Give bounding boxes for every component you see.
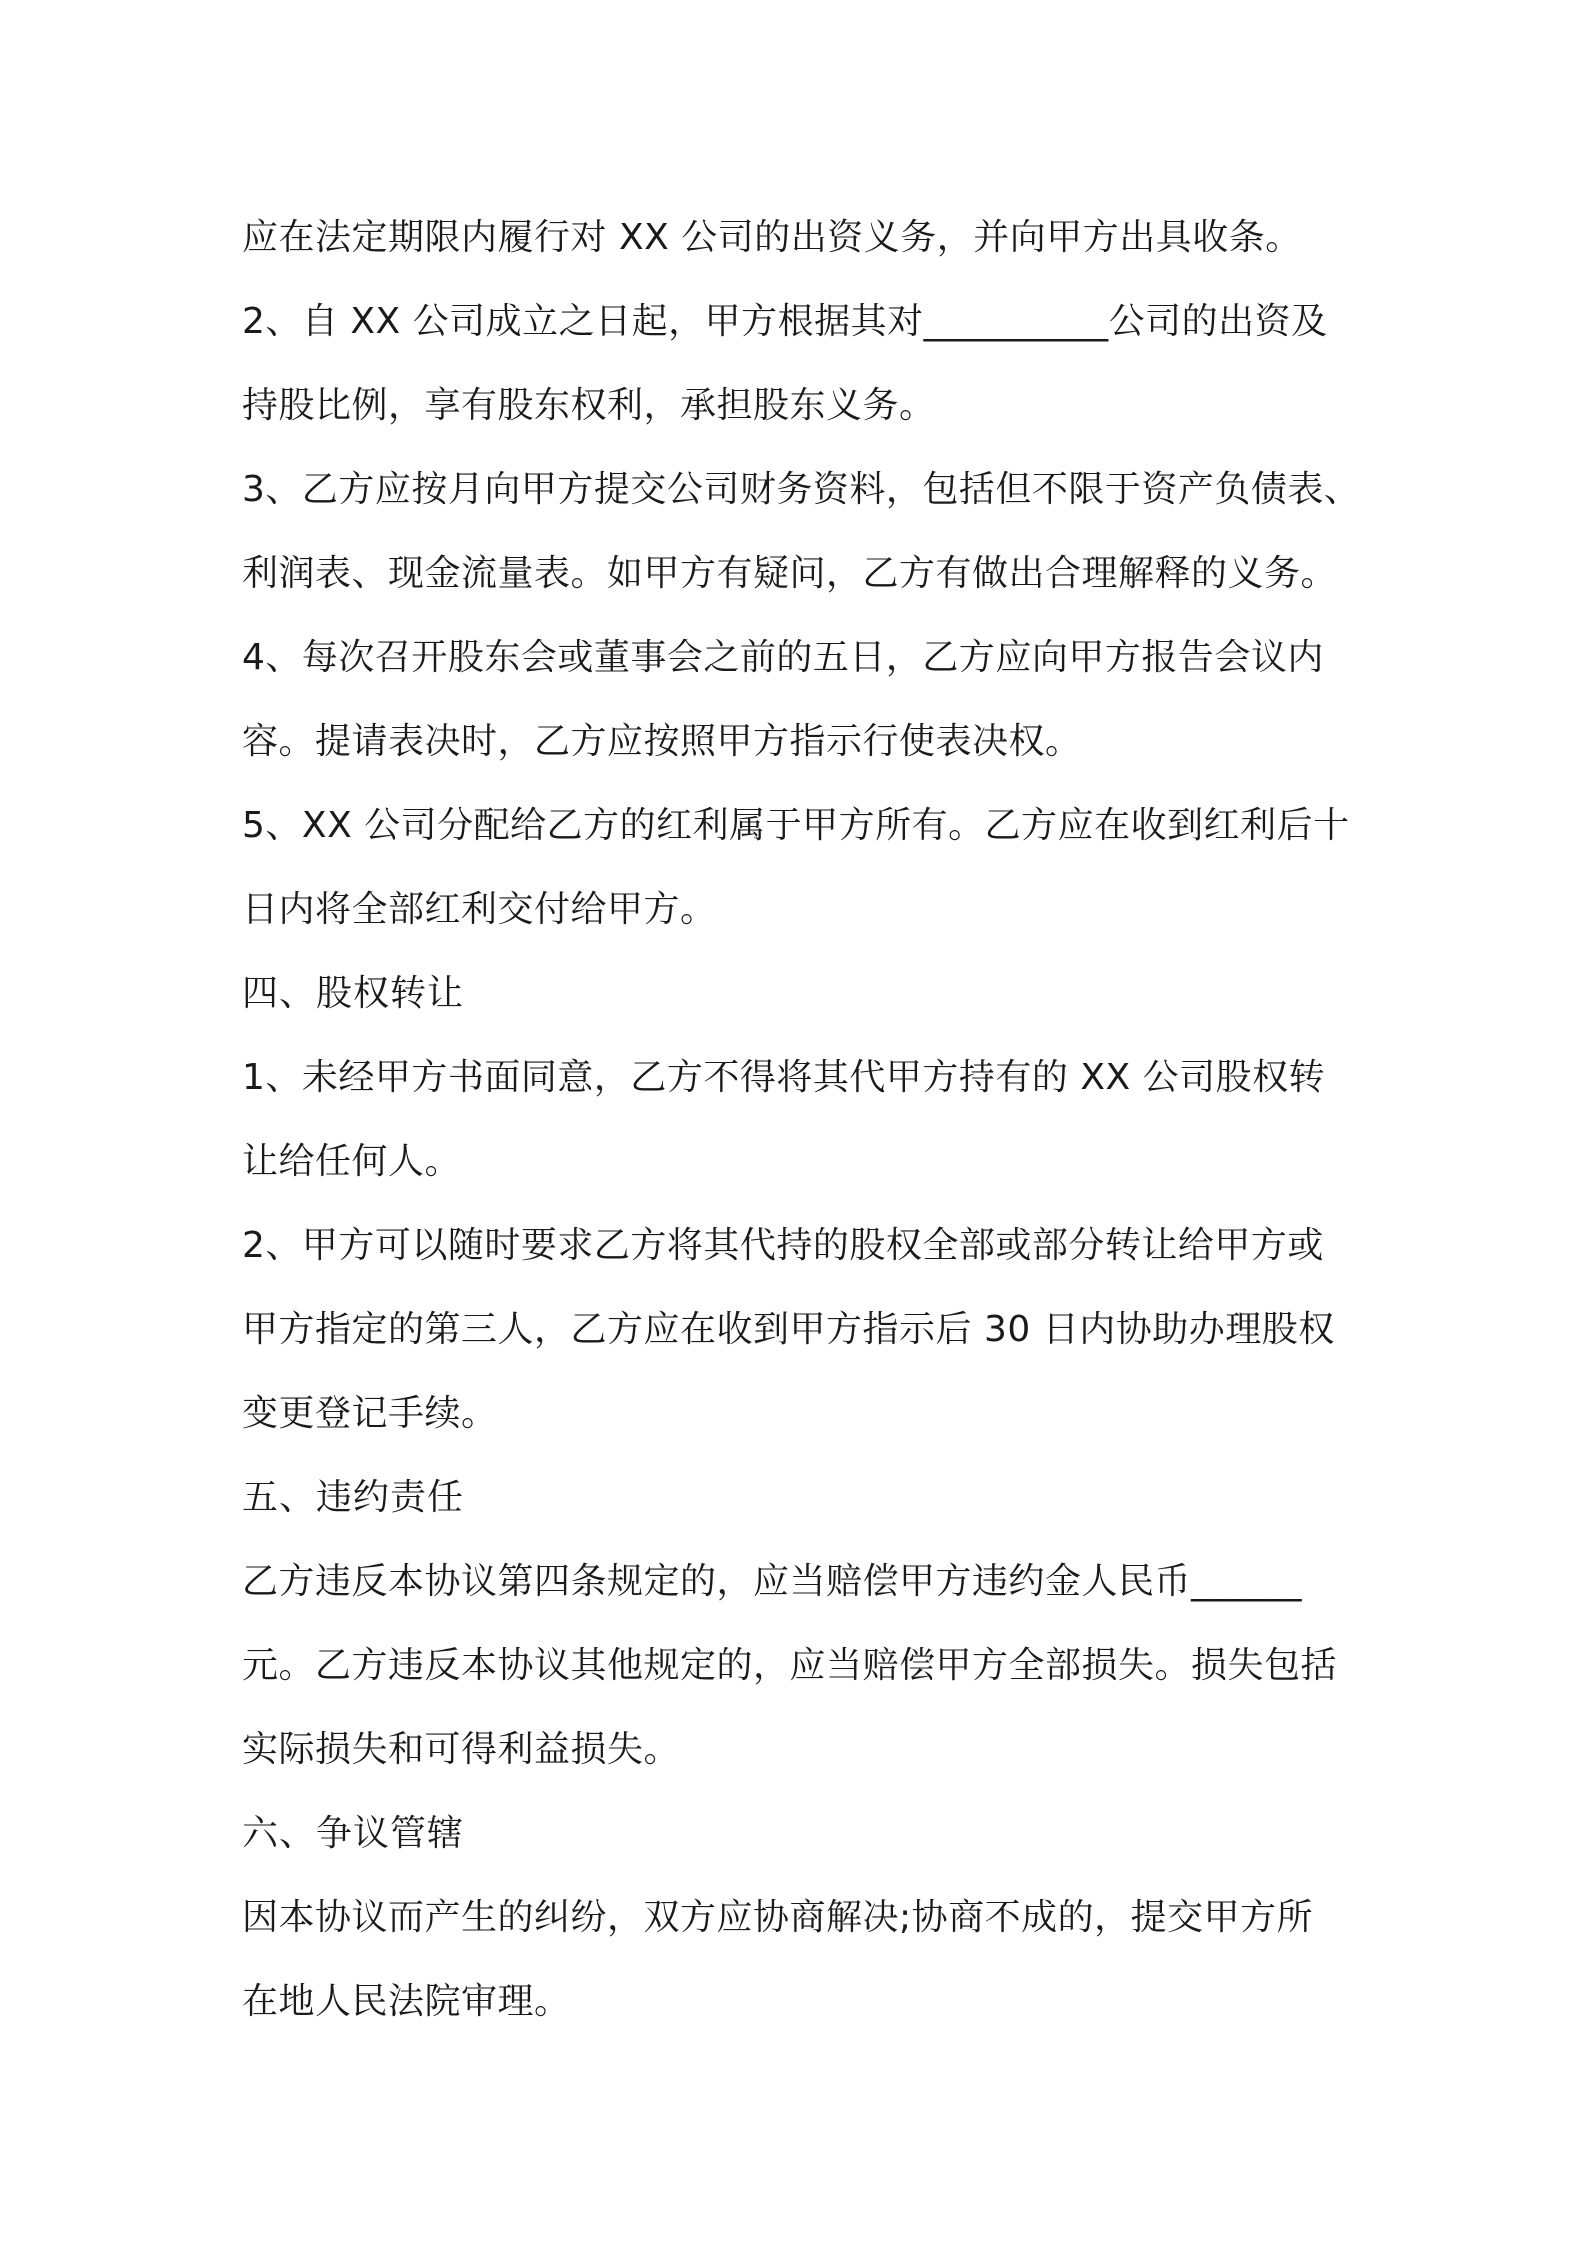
paragraph-line: 实际损失和可得利益损失。 (242, 1729, 681, 1770)
section-heading: 四、股权转让 (242, 973, 465, 1014)
paragraph-line: 让给任何人。 (242, 1141, 462, 1182)
paragraph-line: 应在法定期限内履行对 XX 公司的出资义务，并向甲方出具收条。 (242, 217, 1302, 258)
paragraph-line: 利润表、现金流量表。如甲方有疑问，乙方有做出合理解释的义务。 (242, 553, 1338, 594)
section-heading: 五、违约责任 (242, 1477, 465, 1518)
paragraph-line: 在地人民法院审理。 (242, 1981, 571, 2022)
paragraph-line: 元。乙方违反本协议其他规定的，应当赔偿甲方全部损失。损失包括 (242, 1645, 1338, 1686)
paragraph-line: 2、自 XX 公司成立之日起，甲方根据其对__________公司的出资及 (242, 301, 1328, 342)
paragraph-line: 3、乙方应按月向甲方提交公司财务资料，包括但不限于资产负债表、 (242, 469, 1361, 510)
paragraph-line: 5、XX 公司分配给乙方的红利属于甲方所有。乙方应在收到红利后十 (242, 805, 1350, 846)
paragraph-line: 甲方指定的第三人，乙方应在收到甲方指示后 30 日内协助办理股权 (242, 1309, 1335, 1350)
paragraph-line: 乙方违反本协议第四条规定的，应当赔偿甲方违约金人民币______ (242, 1561, 1303, 1602)
paragraph-line: 日内将全部红利交付给甲方。 (242, 889, 717, 930)
paragraph-line: 因本协议而产生的纠纷，双方应协商解决;协商不成的，提交甲方所 (242, 1897, 1314, 1938)
paragraph-line: 变更登记手续。 (242, 1393, 498, 1434)
paragraph-line: 容。提请表决时，乙方应按照甲方指示行使表决权。 (242, 721, 1082, 762)
paragraph-line: 持股比例，享有股东权利，承担股东义务。 (242, 385, 936, 426)
paragraph-line: 4、每次召开股东会或董事会之前的五日，乙方应向甲方报告会议内 (242, 637, 1324, 678)
paragraph-line: 2、甲方可以随时要求乙方将其代持的股权全部或部分转让给甲方或 (242, 1225, 1324, 1266)
document-body (242, 196, 1372, 2044)
section-heading: 六、争议管辖 (242, 1813, 465, 1854)
paragraph-line: 1、未经甲方书面同意，乙方不得将其代甲方持有的 XX 公司股权转 (242, 1057, 1326, 1098)
